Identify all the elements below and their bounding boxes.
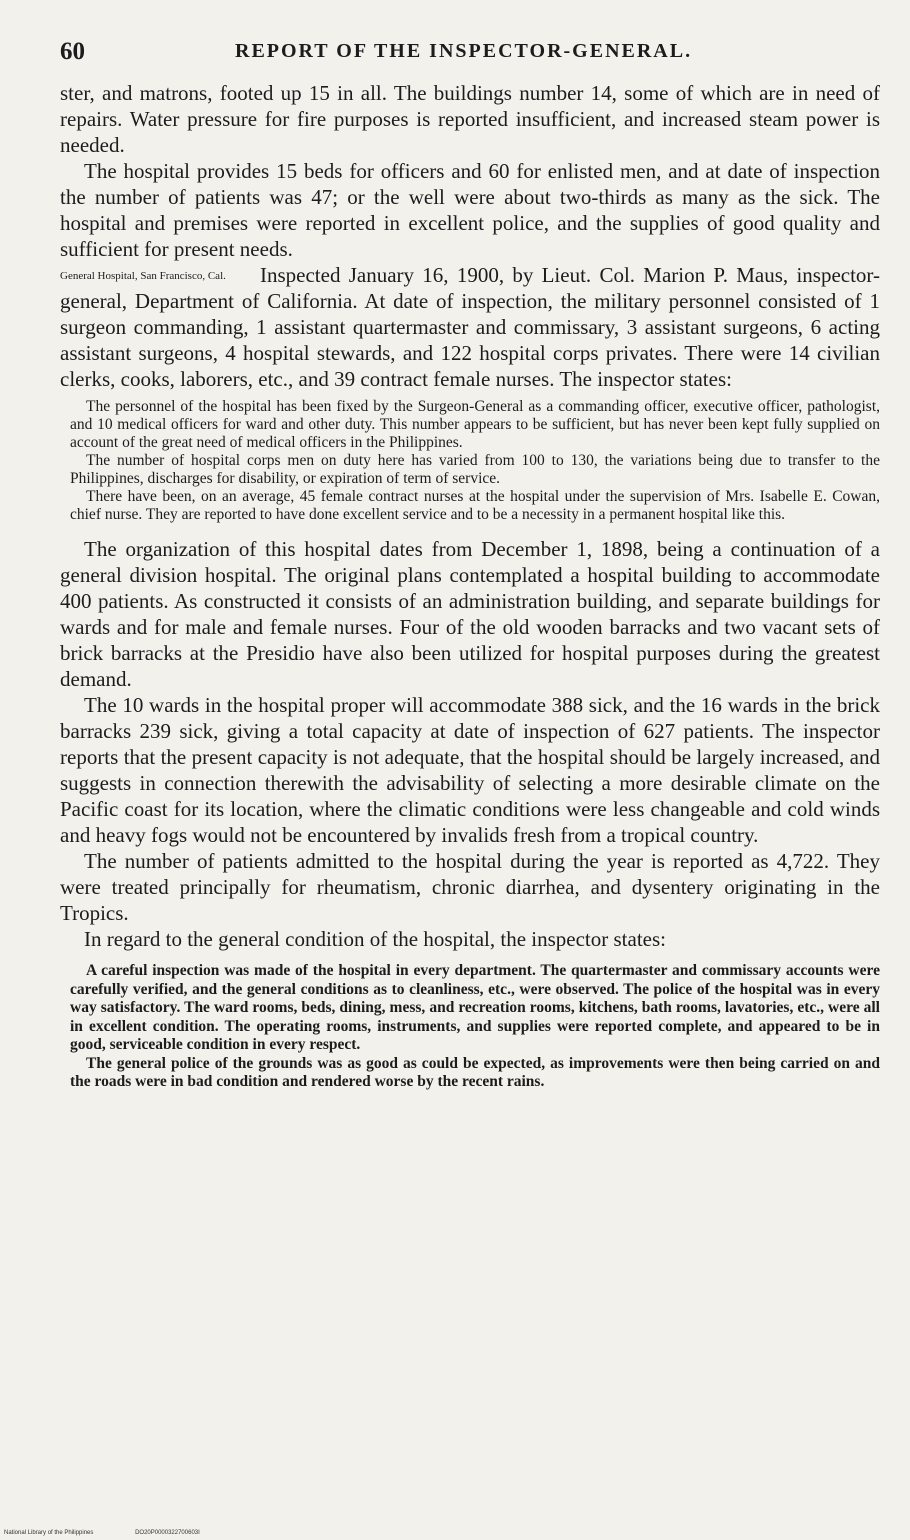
running-title: REPORT OF THE INSPECTOR-GENERAL. xyxy=(235,40,693,62)
margin-note: General Hospital, San Francisco, Cal. xyxy=(60,270,226,282)
paragraph-3: Inspected January 16, 1900, by Lieut. Col. Marion P. Maus, inspector-general, Department of California. At date of inspection, the military personnel consisted of 1 surgeon commanding, 1 assistant quartermaster and commissary, 3 assistant surgeons, 6 acting assistant surgeons, 4 hospital stewards, and 122 hospital corps privates. There were 14 civilian clerks, cooks, laborers, etc., and 39 contract female nurses. The inspector states: xyxy=(60,263,880,391)
quote-paragraph-3: There have been, on an average, 45 female contract nurses at the hospital under the supervision of Mrs. Isabelle E. Cowan, chief nurse. They are reported to have done excellent service and to be a necessity in a permanent hospital like this. xyxy=(70,488,880,523)
quote-paragraph-5: The general police of the grounds was as good as could be expected, as improvements were then being carried on and the roads were in bad condition and rendered worse by the recent rains. xyxy=(70,1054,880,1090)
page-number: 60 xyxy=(60,38,85,65)
paragraph-7: In regard to the general condition of the hospital, the inspector states: xyxy=(84,927,666,951)
page-footer xyxy=(4,1530,240,1536)
quoted-block-1 xyxy=(60,398,880,524)
paragraph-6: The number of patients admitted to the hospital during the year is reported as 4,722. They were treated principally for rheumatism, chronic diarrhea, and dysentery originating in the Tropics. xyxy=(60,849,880,925)
page-header xyxy=(60,30,880,80)
quote-paragraph-4: A careful inspection was made of the hospital in every department. The quartermaster and commissary accounts were carefully verified, and the general conditions as to cleanliness, etc., were observed. The police of the hospital was in every way satisfactory. The ward rooms, beds, dining, mess, and recreation rooms, kitchens, bath rooms, lavatories, etc., were all in excellent condition. The operating rooms, instruments, and supplies were reported complete, and appeared to be in good, serviceable condition in every respect. xyxy=(70,962,880,1053)
quoted-block-2 xyxy=(60,962,880,1092)
quote-paragraph-1: The personnel of the hospital has been fixed by the Surgeon-General as a commanding officer, executive officer, pathologist, and 10 medical officers for ward and other duty. This number appears to be sufficient, but has never been kept fully supplied on account of the great need of medical officers in the Philippines. xyxy=(70,398,880,451)
section-general-hospital xyxy=(60,262,880,392)
quote-paragraph-2: The number of hospital corps men on duty here has varied from 100 to 130, the variations being due to transfer to the Philippines, discharges for disability, or expiration of term of service. xyxy=(70,452,880,487)
paragraph-1: ster, and matrons, footed up 15 in all. The buildings number 14, some of which are in need of repairs. Water pressure for fire purposes is reported insufficient, and increased steam power is needed. xyxy=(60,81,880,157)
paragraph-2: The hospital provides 15 beds for officers and 60 for enlisted men, and at date of inspection the number of patients was 47; or the well were about two-thirds as many as the sick. The hospital and premises were reported in excellent police, and the supplies of good quality and sufficient for present needs. xyxy=(60,159,880,261)
paragraph-5: The 10 wards in the hospital proper will accommodate 388 sick, and the 16 wards in the brick barracks 239 sick, giving a total capacity at date of inspection of 627 patients. The inspector reports that the present capacity is not adequate, that the hospital should be largely increased, and suggests in connection therewith the advisability of selecting a more desirable climate on the Pacific coast for its location, where the climatic conditions were less changeable and cold winds and heavy fogs would not be encountered by invalids fresh from a tropical country. xyxy=(60,693,880,847)
footer-code: DO20P0000322700603I xyxy=(135,1530,200,1536)
footer-library: National Library of the Philippines xyxy=(4,1530,94,1536)
document-page xyxy=(60,30,880,1510)
paragraph-4: The organization of this hospital dates from December 1, 1898, being a continuation of a general division hospital. The original plans contemplated a hospital building to accommodate 400 patients. As constructed it consists of an administration building, and separate buildings for wards and for male and female nurses. Four of the old wooden barracks and two vacant sets of brick barracks at the Presidio have also been utilized for hospital purposes during the greatest demand. xyxy=(60,537,880,691)
